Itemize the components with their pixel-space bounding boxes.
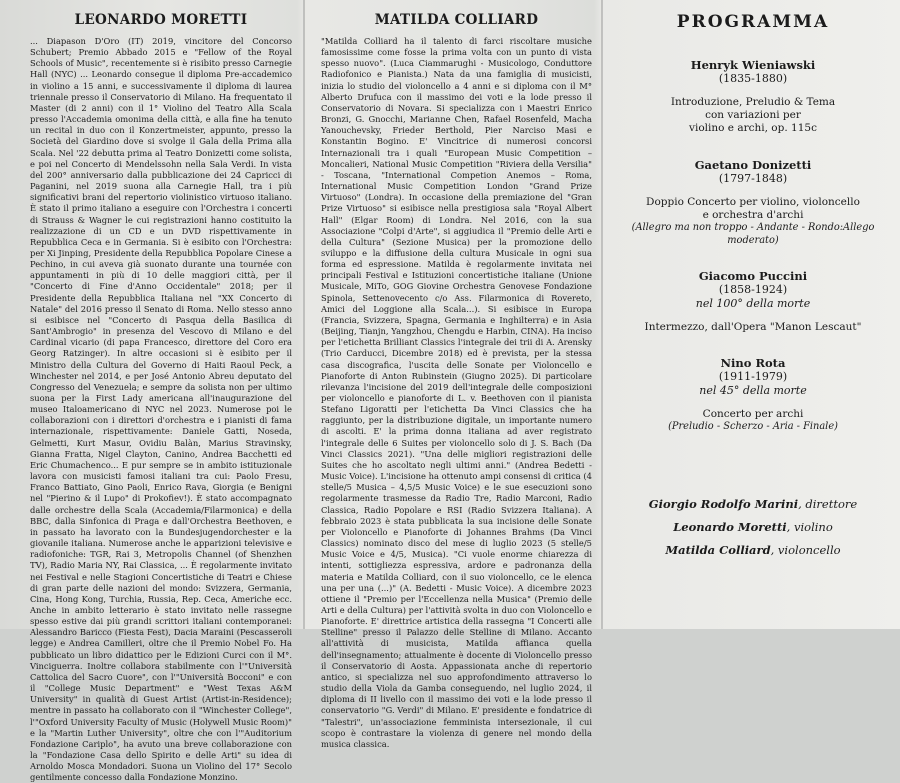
- composer-dates: (1797-1848): [718, 171, 788, 185]
- composer-name: Gaetano Donizetti: [694, 157, 812, 172]
- movements: (Preludio - Scherzo - Aria - Finale): [668, 421, 838, 433]
- moretti-panel: [0, 0, 302, 783]
- piece-rota: [620, 356, 886, 434]
- work-line: Intermezzo, dall'Opera "Manon Lescaut": [644, 321, 862, 334]
- work-line: Introduzione, Preludio & Tema: [670, 96, 836, 108]
- performer-name: Leonardo Moretti: [673, 520, 787, 534]
- work-line: violino e archi, op. 115c: [689, 122, 817, 135]
- moretti-title: LEONARDO MORETTI: [74, 12, 248, 28]
- performer-role: , violoncello: [770, 543, 841, 557]
- piece-puccini: [620, 269, 886, 334]
- work-line: Doppio Concerto per violino, violoncello: [646, 195, 860, 208]
- fold-line: [601, 0, 603, 629]
- performers-list: [620, 497, 886, 566]
- performer-role: , direttore: [798, 497, 858, 511]
- performer: [620, 520, 886, 534]
- work-title: [620, 321, 886, 334]
- performer-name: Giorgio Rodolfo Marini: [648, 497, 799, 511]
- work-title: [620, 196, 886, 222]
- composer-dates: (1858-1924): [718, 283, 788, 297]
- performer-name: Matilda Colliard: [665, 543, 771, 557]
- programma-title: PROGRAMMA: [676, 12, 830, 32]
- performer-role: , violino: [786, 520, 833, 534]
- anniversary-note: nel 45° della morte: [699, 384, 807, 398]
- programma-panel: [604, 0, 900, 629]
- work-title: [620, 96, 886, 136]
- piece-donizetti: [620, 158, 886, 247]
- work-line: con variazioni per: [705, 109, 801, 122]
- colliard-title: MATILDA COLLIARD: [374, 12, 539, 28]
- moretti-bio: ... Diapason D'Oro (IT) 2019, vincitore del Concorso Schubert; Premio Abbado 2015 e "Fellow of the Royal Schools of Music", recentemente si è risibito presso Carnegie Hall (NYC) ... Leonardo consegue il diploma Pre-accademico in violino a 15 anni, e successivamente il diploma di laurea triennale presso il Conservatorio di Milano. Ha frequentato il Master (di 2 anni) con il 1° Violino del Teatro Alla Scala presso l'Accademia omonima della città, e alla fine ha tenuto un recital in duo con il Konzertmeister, appunto, presso la Società del Giardino dove si svolge il Gala della Prima alla Scala. Nel '22 debutta prima al Teatro Donizetti come solista, e poi nel Concerto di Mendelssohn nella Sala Verdi. In vista del 200° anniversario dalla pubblicazione dei 24 Capricci di Paganini, nel 2019 suona alla Carnegie Hall, tra i più significativi brani del repertorio violinistico virtuoso italiano. È stato il primo italiano a eseguire con l'Orchestra i concerti di Strauss & Wagner le cui registrazioni hanno costituito la realizzazione di un CD e un DVD rispettivamente in Repubblica Ceca e in Germania. Si è esibito con l'Orchestra: per Xi Jinping, Presidente della Repubblica Popolare Cinese a Pechino, in cui aveva già suonato durante una tournée con appuntamenti in più di 10 delle maggiori città, per il "Concerto di Fine d'Anno Occidentale" 2018; per il Presidente della Repubblica Italiana nel "XX Concerto di Natale" del 2016 presso il Senato di Roma. Nello stesso anno si esibisce nel "Concerto di Pasqua della Basilica di Sant'Ambrogio" in presenza del Vescovo di Milano e del Cardinal vicario (di papa Francesco, direttore del Coro era Georg Ratzinger). In altre occasioni si è esibito per il Ministro della Cultura del Governo di Haiti Raoul Peck, a Winchester nel 2014, e per José Antonio Abreu deputato del Congresso del Venezuela; e sempre da solista non per ultimo suona per la First Lady americana all'inaugurazione del museo Italoamericano di NYC nel 2023. Numerose poi le collaborazioni con i direttori d'orchestra e i pianisti di fama internazionale, rispettivamente: Daniele Gatti, Noseda, Gelmetti, Kurt Masur, Ovidiu Balàn, Marius Stravinsky, Gianna Fratta, Nigel Clayton, Canino, Andrea Bacchetti ed Eric Chumachenco... E pur sempre se in ambito istituzionale lavora con musicisti famosi italiani tra cui: Paolo Fresu, Franco Battiato, Gino Paoli, Enrico Rava, Giorgia (e Benigni nel "Pierino & il Lupo" di Prokofiev!). È stato accompagnato dalle orchestre della Scala (Accademia/Filarmonica) e della BBC, dalla Sinfonica di Praga e dall'Orchestra Beethoven, e in passato ha lavorato con la Bundesjugendorchester e la giovanile italiana. Numerose anche le apparizioni televisive e radiofoniche: TGR, Rai 3, Metropolis Channel (of Shenzhen TV), Radio Maria NY, Rai Classica, ... È regolarmente invitato nei Festival e nelle Stagioni Concertistiche di Teatri e Chiese di gran parte delle nazioni del mondo: Svizzera, Germania, Cina, Hong Kong, Turchia, Russia, Rep. Ceca, Americhe ecc. Anche in ambito letterario è stato invitato nelle rassegne spesso estive dai più grandi scrittori italiani contemporanei: Alessandro Baricco (Fiesta Fest), Dacia Maraini (Pescasseroli legge) e Andrea Camilleri, oltre che il Premio Nobel Fo. Ha pubblicato un libro didattico per le Edizioni Curci con il M°. Vinciguerra. Inoltre collabora stabilmente con l'"Università Cattolica del Sacro Cuore", con l'"Università Bocconi" e con il "College Music Department" e "West Texas A&M University" in qualità di Guest Artist (Artist-in-Residence); mentre in passato ha collaborato con il "Winchester College", l'"Oxford University Faculty of Music (Holywell Music Room)" e la "Martin Luther University", oltre che con l'"Auditorium Fondazione Cariplo", ha avuto una breve collaborazione con la "Fondazione Casa dello Spirito e delle Arti" su idea di Arnoldo Mosca Mondadori. Suona un Violino del 17° Secolo gentilmente concesso dalla Fondazione Monzino.: [30, 36, 292, 783]
- performer: [620, 497, 886, 511]
- anniversary-note: nel 100° della morte: [695, 297, 811, 311]
- work-title: [620, 408, 886, 421]
- movements: (Allegro ma non troppo - Andante - Rondo:Allego moderato): [631, 222, 875, 246]
- composer-dates: (1911-1979): [718, 370, 788, 384]
- colliard-bio: "Matilda Colliard ha il talento di farci riscoltare musiche famosissime come fosse la prima volta con un punto di vista spesso nuovo". (Luca Ciammarughi - Musicologo, Conduttore Radiofonico e Pianista.) Nata da una famiglia di musicisti, inizia lo studio del violoncello a 4 anni e si diploma con il M° Alberto Drufuca con il massimo dei voti e la lode presso il Conservatorio di Novara. Si specializza con i Maestri Enrico Bronzi, G. Gnocchi, Marianne Chen, Rafael Rosenfeld, Macha Yanouchevsky, Frieder Berthold, Pier Narciso Masi e Konstantin Bogino. E' Vincitrice di numerosi concorsi Internazionali tra i quali "European Music Competition – Moncalieri, National Music Competition "Riviera della Versilia" - Toscana, "International Competion Anemos – Roma, International Music Competition London "Grand Prize Virtuoso" (Londra). In occasione della premiazione del "Gran Prize Virtuoso" si esibisce nella prestigiosa sala "Royal Albert Hall" (Elgar Room) di Londra. Nel 2016, con la sua Associazione "Colpi d'Arte", si aggiudica il "Premio delle Arti e della Cultura" (Sezione Musica) per la promozione dello sviluppo e la diffusione della cultura Musicale in ogni sua forma ed espressione. Matilda è regolarmente invitata nei principali Festival e Istituzioni concertistiche italiane (Unione Musicale, MiTo, GOG Giovine Orchestra Genovese Fondazione Spinola, Settenovecento c/o Ass. Filarmonica di Rovereto, Amici del Loggione alla Scala...). Si esibisce in Europa (Francia, Svizzera, Spagna, Germania e Inghilterra) e in Asia (Beijing, Tianjn, Yangzhou, Chengdu e Harbin, CINA). Ha inciso per l'etichetta Brilliant Classics l'integrale dei trii di A. Arensky (Trio Carducci, Dicembre 2018) ed è prevista, per la stessa casa discografica, l'uscita delle Sonate per Violoncello e Pianoforte di Anton Rubinstein (Giugno 2025). Di particolare rilevanza l'incisione del 2019 dell'integrale delle composizioni per violoncello e pianoforte di L. v. Beethoven con il pianista Stefano Ligoratti per l'etichetta Da Vinci Classics che ha raggiunto, per la distribuzione digitale, un importante numero di ascolti. E' la prima donna italiana ad aver registrato l'integrale delle 6 Suites per violoncello solo di J. S. Bach (Da Vinci Classics 2021). "Una delle migliori registrazioni delle Suites che ho ascoltato negli ultimi anni." (Andrea Bedetti - Music Voice). L'incisione ha ottenuto ampi consensi di critica (4 stelle/5 Musica – 4,5/5 Music Voice) e le sue esecuzioni sono regolarmente trasmesse da Radio Tre, Radio Marconi, Radio Classica, Radio Popolare e RSI (Radio Svizzera Italiana). A febbraio 2023 è stata pubblicata la sua incisione delle Sonate per Violoncello e Pianoforte di Johannes Brahms (Da Vinci Classics) nominato disco del mese di luglio 2023 (5 stelle/5 Music Voice e 4/5, Musica). "Ci vuole enorme chiarezza di intenti, sottigliezza espressiva, ardore e padronanza della materia e Matilda Colliard, con il suo violoncello, ce le elenca una per una (...)" (A. Bedetti - Music Voice). A dicembre 2023 ottiene il "Premio per l'Eccellenza nella Musica" (Premio delle Arti e della Cultura) per l'attività svolta in duo con Violoncello e Pianoforte. E' direttrice artistica della rassegna "I Concerti alle Stelline" presso il Palazzo delle Stelline di Milano. Accanto all'attività di musicista, Matilda affianca quella dell'insegnamento; attualmente è docente di Violoncello presso il Conservatorio di Aosta. Appassionata anche di repertorio antico, si specializza nel suo approfondimento attraverso lo studio della Viola da Gamba conseguendo, nel luglio 2024, il diploma di II livello con il massimo dei voti e la lode presso il conservatorio "G. Verdi" di Milano. E' presidente e fondatrice di "Talestri", un'associazione femminista intersezionale, il cui scopo è contrastare la violenza di genere nel mondo della musica classica.: [321, 36, 592, 749]
- composer-dates: (1835-1880): [718, 72, 788, 85]
- composer-name: Giacomo Puccini: [698, 269, 808, 284]
- performer: [620, 543, 886, 557]
- colliard-panel: [305, 0, 600, 749]
- composer-name: Nino Rota: [720, 356, 786, 371]
- work-line: Concerto per archi: [702, 408, 804, 421]
- piece-wieniawski: [620, 58, 886, 136]
- composer-name: Henryk Wieniawski: [690, 58, 816, 72]
- work-line: e orchestra d'archi: [702, 208, 804, 221]
